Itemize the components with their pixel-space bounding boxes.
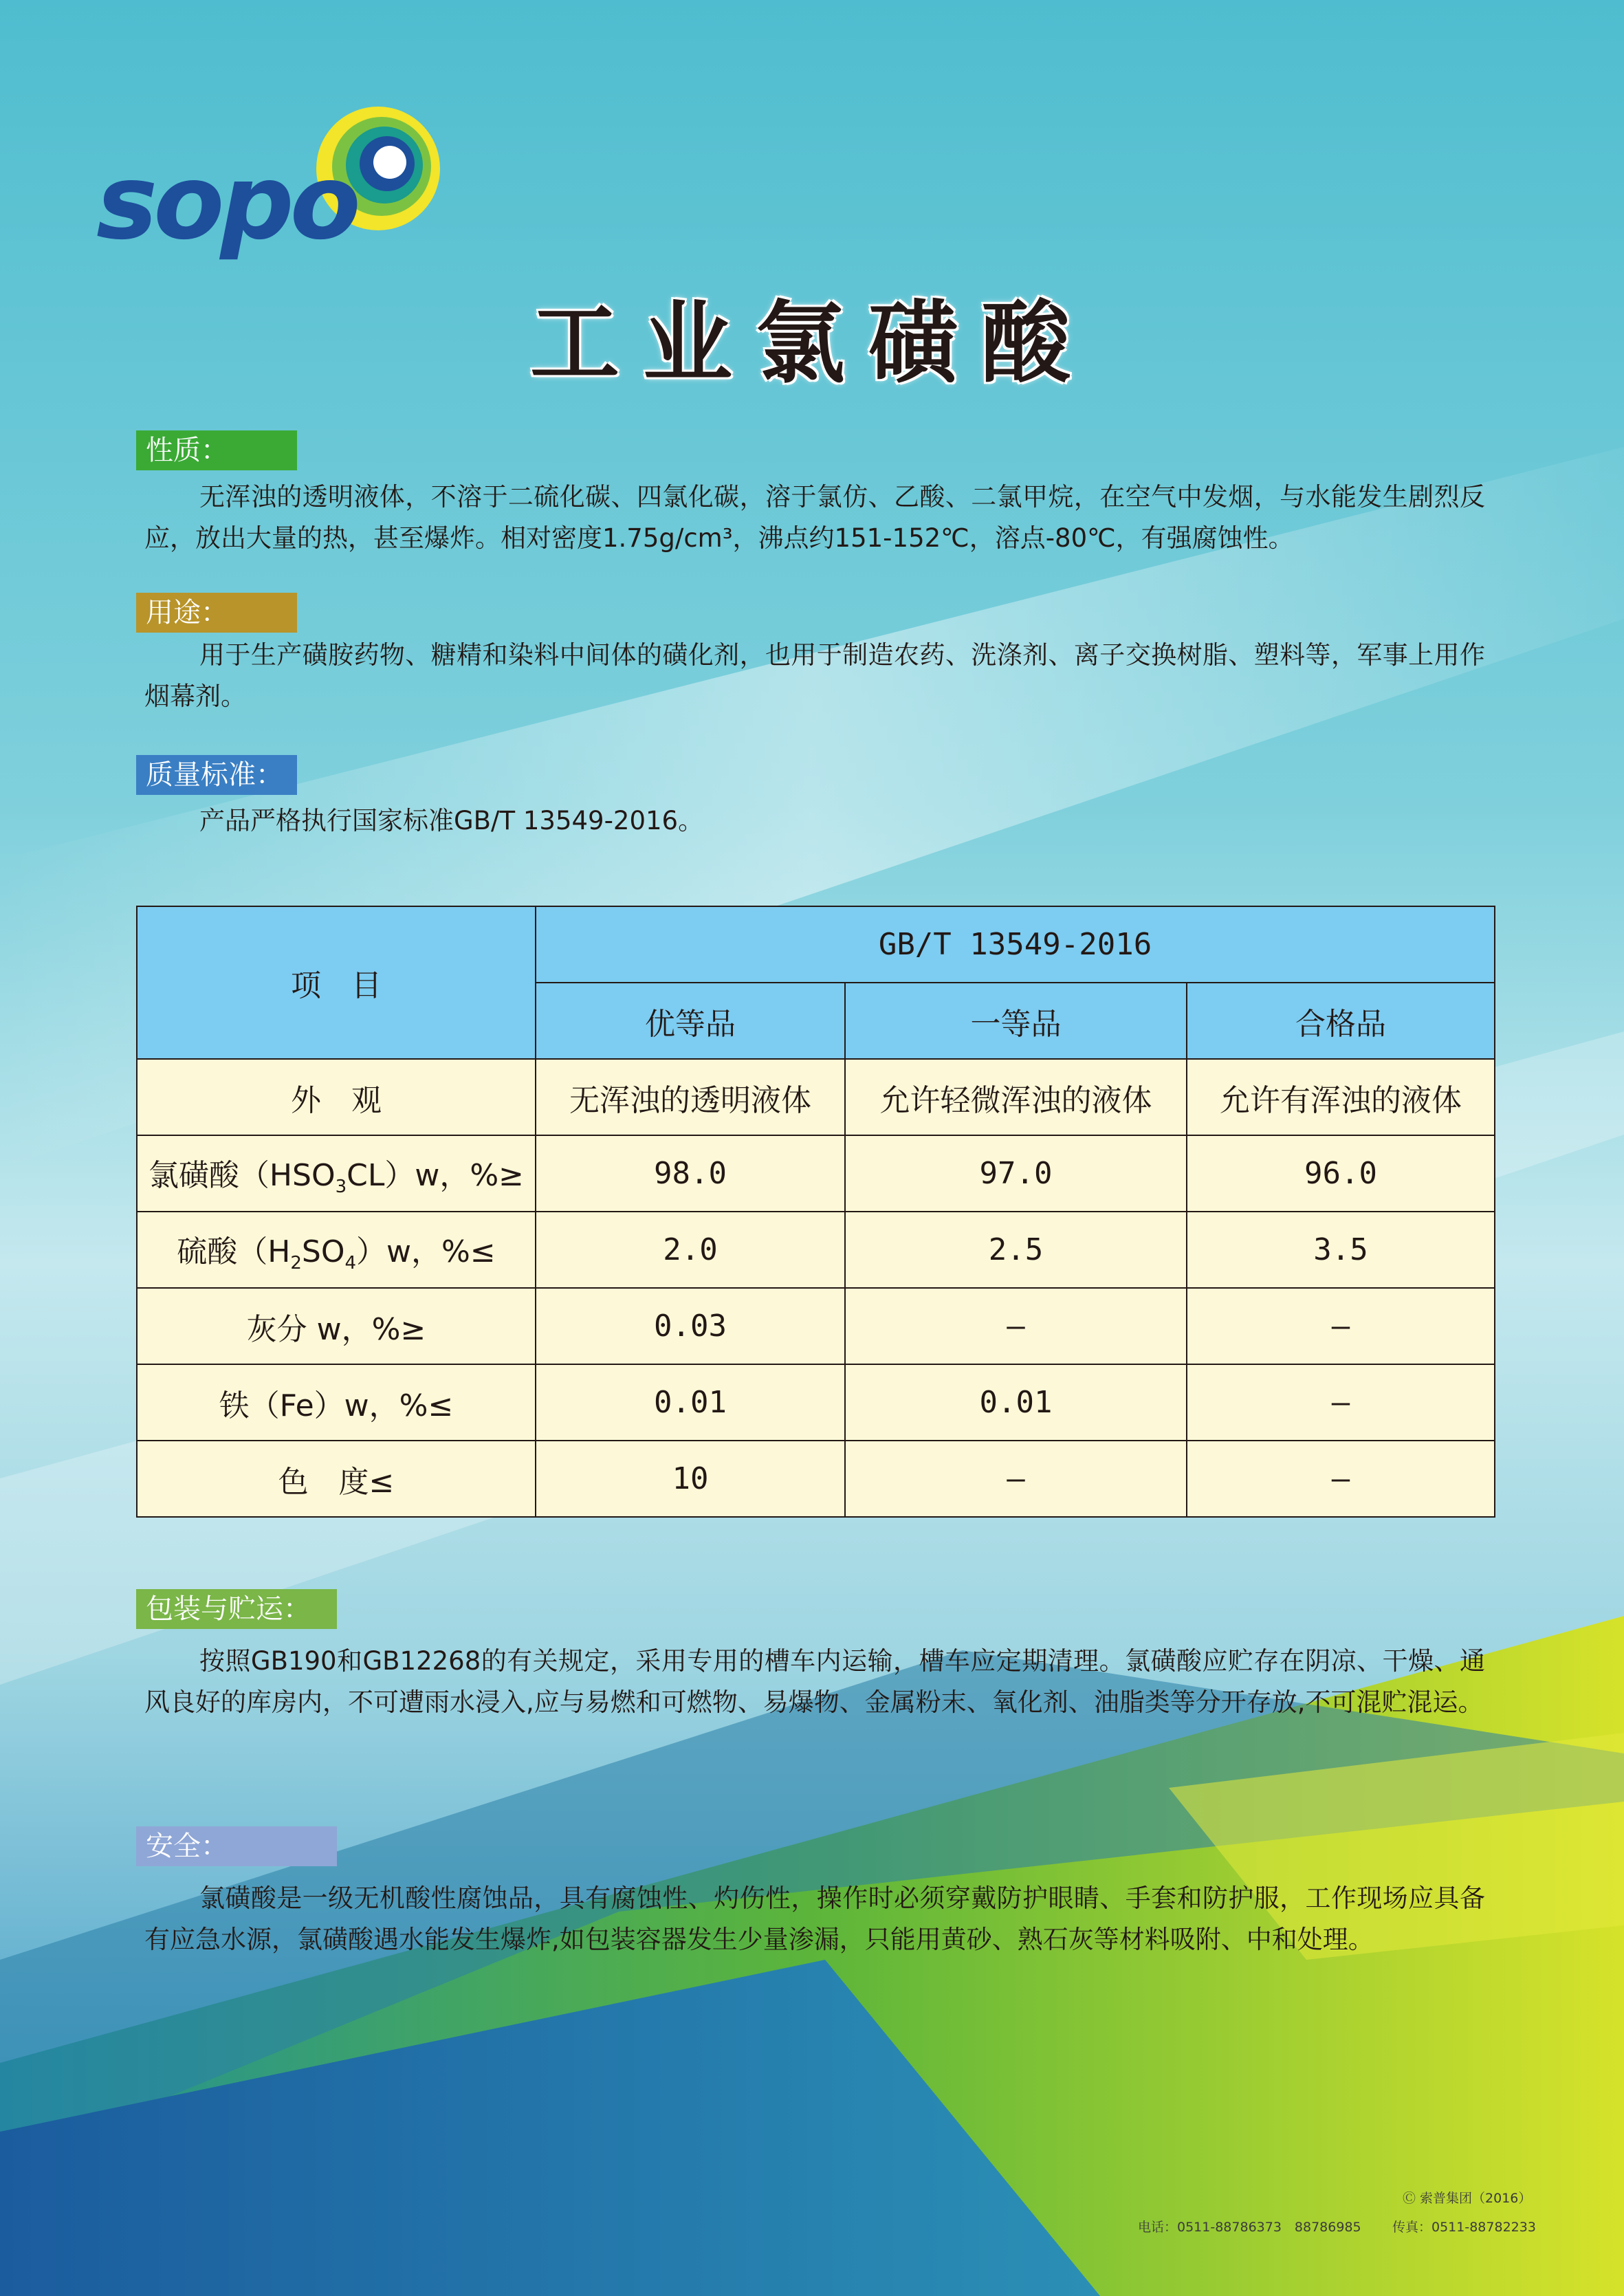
cell-value: — <box>1187 1288 1495 1364</box>
section-text-quality: 产品严格执行国家标准GB/T 13549-2016。 <box>199 806 704 835</box>
section-label-properties: 性质： <box>136 430 297 470</box>
footer-phone: 电话：0511-88786373 88786985 <box>1138 2220 1361 2235</box>
table-row <box>137 1288 1495 1364</box>
sopo-logo <box>96 103 454 263</box>
footer-copyright: Ⓒ 索普集团（2016） <box>1403 2191 1532 2206</box>
header-grade: 一等品 <box>845 983 1187 1059</box>
cell-value: 3.5 <box>1187 1212 1495 1288</box>
section-text-properties: 无浑浊的透明液体，不溶于二硫化碳、四氯化碳，溶于氯仿、乙酸、二氯甲烷，在空气中发烟，与水能发生剧烈反应，放出大量的热，甚至爆炸。相对密度1.75g/cm³，沸点约151-152℃，溶点-80℃，有强腐蚀性。 <box>144 482 1485 553</box>
cell-value: 97.0 <box>845 1135 1187 1212</box>
spec-table <box>136 906 1495 1518</box>
header-item: 项 目 <box>137 906 536 1059</box>
row-name: 铁（Fe）w，%≤ <box>137 1364 536 1441</box>
cell-value: 96.0 <box>1187 1135 1495 1212</box>
cell-value: 10 <box>536 1441 845 1517</box>
header-grade: 合格品 <box>1187 983 1495 1059</box>
section-label-packaging: 包装与贮运： <box>136 1589 337 1629</box>
section-text-packaging: 按照GB190和GB12268的有关规定，采用专用的槽车内运输，槽车应定期清理。氯磺酸应贮存在阴凉、干燥、通风良好的库房内，不可遭雨水浸入,应与易燃和可燃物、易爆物、金属粉末、氧化剂、油脂类等分开存放,不可混贮混运。 <box>144 1646 1485 1717</box>
cell-value: 2.5 <box>845 1212 1187 1288</box>
page-title: 工业氯磺酸 <box>529 291 1094 395</box>
header-grade: 优等品 <box>536 983 845 1059</box>
cell-value: 0.01 <box>536 1364 845 1441</box>
cell-value: — <box>845 1441 1187 1517</box>
row-name: 色 度≤ <box>137 1441 536 1517</box>
row-name: 灰分 w，%≥ <box>137 1288 536 1364</box>
section-text-uses: 用于生产磺胺药物、糖精和染料中间体的磺化剂，也用于制造农药、洗涤剂、离子交换树脂、塑料等，军事上用作烟幕剂。 <box>144 640 1485 711</box>
table-row <box>137 1441 1495 1517</box>
cell-value: 允许有浑浊的液体 <box>1187 1059 1495 1135</box>
cell-value: — <box>845 1288 1187 1364</box>
section-label-uses: 用途： <box>136 593 297 633</box>
footer-fax: 传真：0511-88782233 <box>1392 2220 1536 2235</box>
section-label-quality: 质量标准： <box>136 755 297 795</box>
row-name: 氯磺酸$(HSO_3CL)w$，%≥ <box>137 1135 536 1212</box>
table-header-row <box>137 906 1495 983</box>
row-name: 硫酸$(H_2SO_4)w$，%≤ <box>137 1212 536 1288</box>
section-label-safety: 安全： <box>136 1826 337 1866</box>
table-row <box>137 1212 1495 1288</box>
logo-text: sopo <box>96 143 357 263</box>
cell-value: 0.03 <box>536 1288 845 1364</box>
header-standard: GB/T 13549-2016 <box>536 906 1495 983</box>
table-row <box>137 1135 1495 1212</box>
cell-value: 0.01 <box>845 1364 1187 1441</box>
cell-value: — <box>1187 1364 1495 1441</box>
cell-value: 2.0 <box>536 1212 845 1288</box>
row-name: 外 观 <box>137 1059 536 1135</box>
section-text-safety: 氯磺酸是一级无机酸性腐蚀品，具有腐蚀性、灼伤性，操作时必须穿戴防护眼睛、手套和防护服，工作现场应具备有应急水源，氯磺酸遇水能发生爆炸,如包装容器发生少量渗漏，只能用黄砂、熟石灰等材料吸附、中和处理。 <box>144 1883 1485 1954</box>
cell-value: 允许轻微浑浊的液体 <box>845 1059 1187 1135</box>
cell-value: — <box>1187 1441 1495 1517</box>
cell-value: 无浑浊的透明液体 <box>536 1059 845 1135</box>
table-row <box>137 1059 1495 1135</box>
table-row <box>137 1364 1495 1441</box>
cell-value: 98.0 <box>536 1135 845 1212</box>
